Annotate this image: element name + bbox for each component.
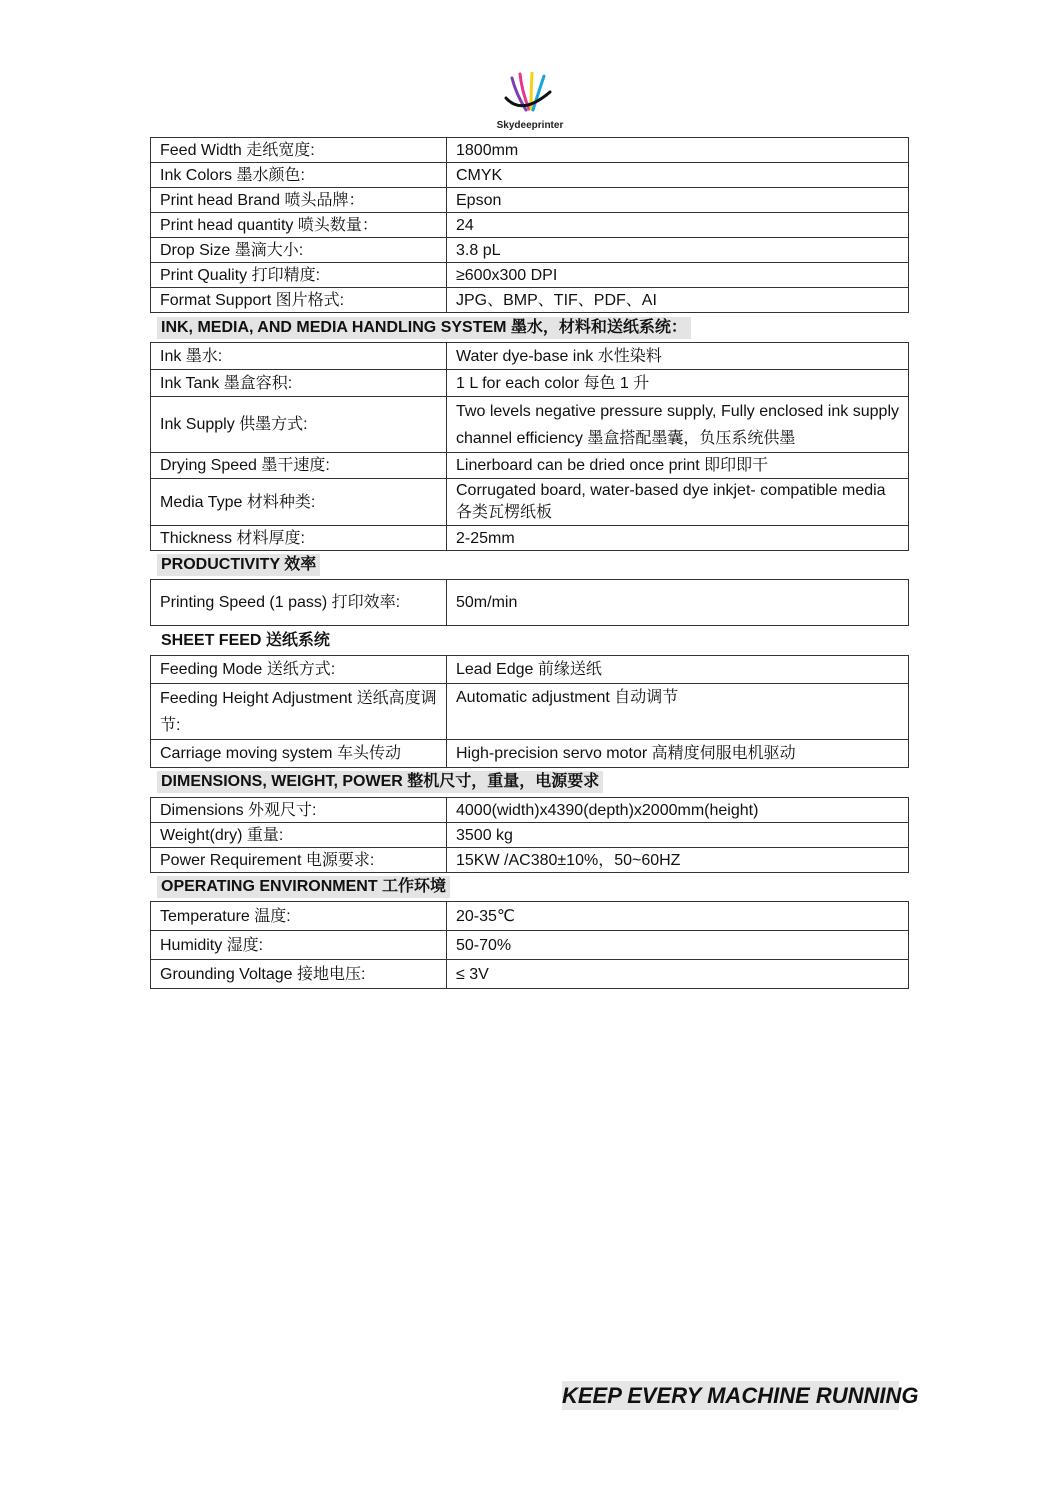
table-row xyxy=(151,656,909,684)
spec-value: 50-70% xyxy=(447,931,909,960)
spec-value: Corrugated board, water-based dye inkjet- compatible media 各类瓦楞纸板 xyxy=(447,479,909,526)
spec-label: Humidity 湿度: xyxy=(151,931,447,960)
spec-table-sheet-feed xyxy=(150,655,909,768)
table-row xyxy=(151,397,909,453)
table-row xyxy=(151,138,909,163)
spec-value: 15KW /AC380±10%，50~60HZ xyxy=(447,848,909,873)
table-row xyxy=(151,902,909,931)
table-row xyxy=(151,798,909,823)
table-row xyxy=(151,580,909,626)
spec-value: 1 L for each color 每色 1 升 xyxy=(447,370,909,397)
spec-value: Two levels negative pressure supply, Fully enclosed ink supply channel efficiency 墨盒搭配墨囊，负压系统供墨 xyxy=(447,397,909,453)
table-row xyxy=(151,479,909,526)
spec-value: 2-25mm xyxy=(447,526,909,551)
spec-value: Epson xyxy=(447,188,909,213)
brand-logo xyxy=(480,72,580,136)
spec-value: Lead Edge 前缘送纸 xyxy=(447,656,909,684)
section-heading-dimensions: DIMENSIONS, WEIGHT, POWER 整机尺寸，重量，电源要求 xyxy=(157,771,603,793)
section-heading-operating-environment: OPERATING ENVIRONMENT 工作环境 xyxy=(157,876,450,898)
table-row xyxy=(151,960,909,989)
table-row xyxy=(151,453,909,479)
spec-label: Print Quality 打印精度: xyxy=(151,263,447,288)
spec-value: JPG、BMP、TIF、PDF、AI xyxy=(447,288,909,313)
spec-label: Print head quantity 喷头数量： xyxy=(151,213,447,238)
spec-value: Linerboard can be dried once print 即印即干 xyxy=(447,453,909,479)
spec-table-operating-environment xyxy=(150,901,909,989)
spec-label: Feed Width 走纸宽度: xyxy=(151,138,447,163)
spec-label: Drying Speed 墨干速度: xyxy=(151,453,447,479)
spec-label: Media Type 材料种类: xyxy=(151,479,447,526)
spec-value: 20-35℃ xyxy=(447,902,909,931)
spec-value: 4000(width)x4390(depth)x2000mm(height) xyxy=(447,798,909,823)
rainbow-swoosh-icon xyxy=(502,72,558,120)
spec-label: Print head Brand 喷头品牌： xyxy=(151,188,447,213)
spec-table-general xyxy=(150,137,909,313)
section-heading-productivity: PRODUCTIVITY 效率 xyxy=(157,554,320,576)
footer-slogan: KEEP EVERY MACHINE RUNNING xyxy=(562,1383,919,1408)
spec-label: Dimensions 外观尺寸: xyxy=(151,798,447,823)
spec-label: Power Requirement 电源要求: xyxy=(151,848,447,873)
spec-value: High-precision servo motor 高精度伺服电机驱动 xyxy=(447,740,909,768)
spec-value: Water dye-base ink 水性染料 xyxy=(447,343,909,370)
table-row xyxy=(151,213,909,238)
spec-label: Grounding Voltage 接地电压: xyxy=(151,960,447,989)
spec-table-productivity xyxy=(150,579,909,626)
spec-value: ≤ 3V xyxy=(447,960,909,989)
spec-value: ≥600x300 DPI xyxy=(447,263,909,288)
table-row xyxy=(151,526,909,551)
table-row xyxy=(151,931,909,960)
section-heading-ink-media: INK, MEDIA, AND MEDIA HANDLING SYSTEM 墨水，材料和送纸系统： xyxy=(157,317,691,339)
spec-label: Ink Colors 墨水颜色: xyxy=(151,163,447,188)
spec-label: Ink 墨水: xyxy=(151,343,447,370)
table-row xyxy=(151,163,909,188)
spec-value: 3500 kg xyxy=(447,823,909,848)
table-row xyxy=(151,684,909,740)
spec-label: Printing Speed (1 pass) 打印效率: xyxy=(151,580,447,626)
spec-value: 1800mm xyxy=(447,138,909,163)
spec-label: Weight(dry) 重量: xyxy=(151,823,447,848)
table-row xyxy=(151,288,909,313)
spec-value: CMYK xyxy=(447,163,909,188)
spec-value: 3.8 pL xyxy=(447,238,909,263)
spec-label: Ink Tank 墨盒容积: xyxy=(151,370,447,397)
table-row xyxy=(151,238,909,263)
spec-table-dimensions xyxy=(150,797,909,873)
table-row xyxy=(151,188,909,213)
table-row xyxy=(151,263,909,288)
spec-label: Drop Size 墨滴大小: xyxy=(151,238,447,263)
table-row xyxy=(151,848,909,873)
table-row xyxy=(151,370,909,397)
table-row xyxy=(151,823,909,848)
section-heading-sheet-feed: SHEET FEED 送纸系统 xyxy=(161,632,330,649)
spec-label: Feeding Height Adjustment 送纸高度调节: xyxy=(151,684,447,740)
spec-label: Temperature 温度: xyxy=(151,902,447,931)
spec-label: Format Support 图片格式: xyxy=(151,288,447,313)
table-row xyxy=(151,343,909,370)
table-row xyxy=(151,740,909,768)
spec-table-ink-media xyxy=(150,342,909,551)
spec-value: Automatic adjustment 自动调节 xyxy=(447,684,909,740)
spec-label: Thickness 材料厚度: xyxy=(151,526,447,551)
spec-value: 50m/min xyxy=(447,580,909,626)
spec-label: Carriage moving system 车头传动 xyxy=(151,740,447,768)
spec-value: 24 xyxy=(447,213,909,238)
spec-label: Feeding Mode 送纸方式: xyxy=(151,656,447,684)
spec-label: Ink Supply 供墨方式: xyxy=(151,397,447,453)
brand-name: Skydeeprinter xyxy=(496,120,564,131)
